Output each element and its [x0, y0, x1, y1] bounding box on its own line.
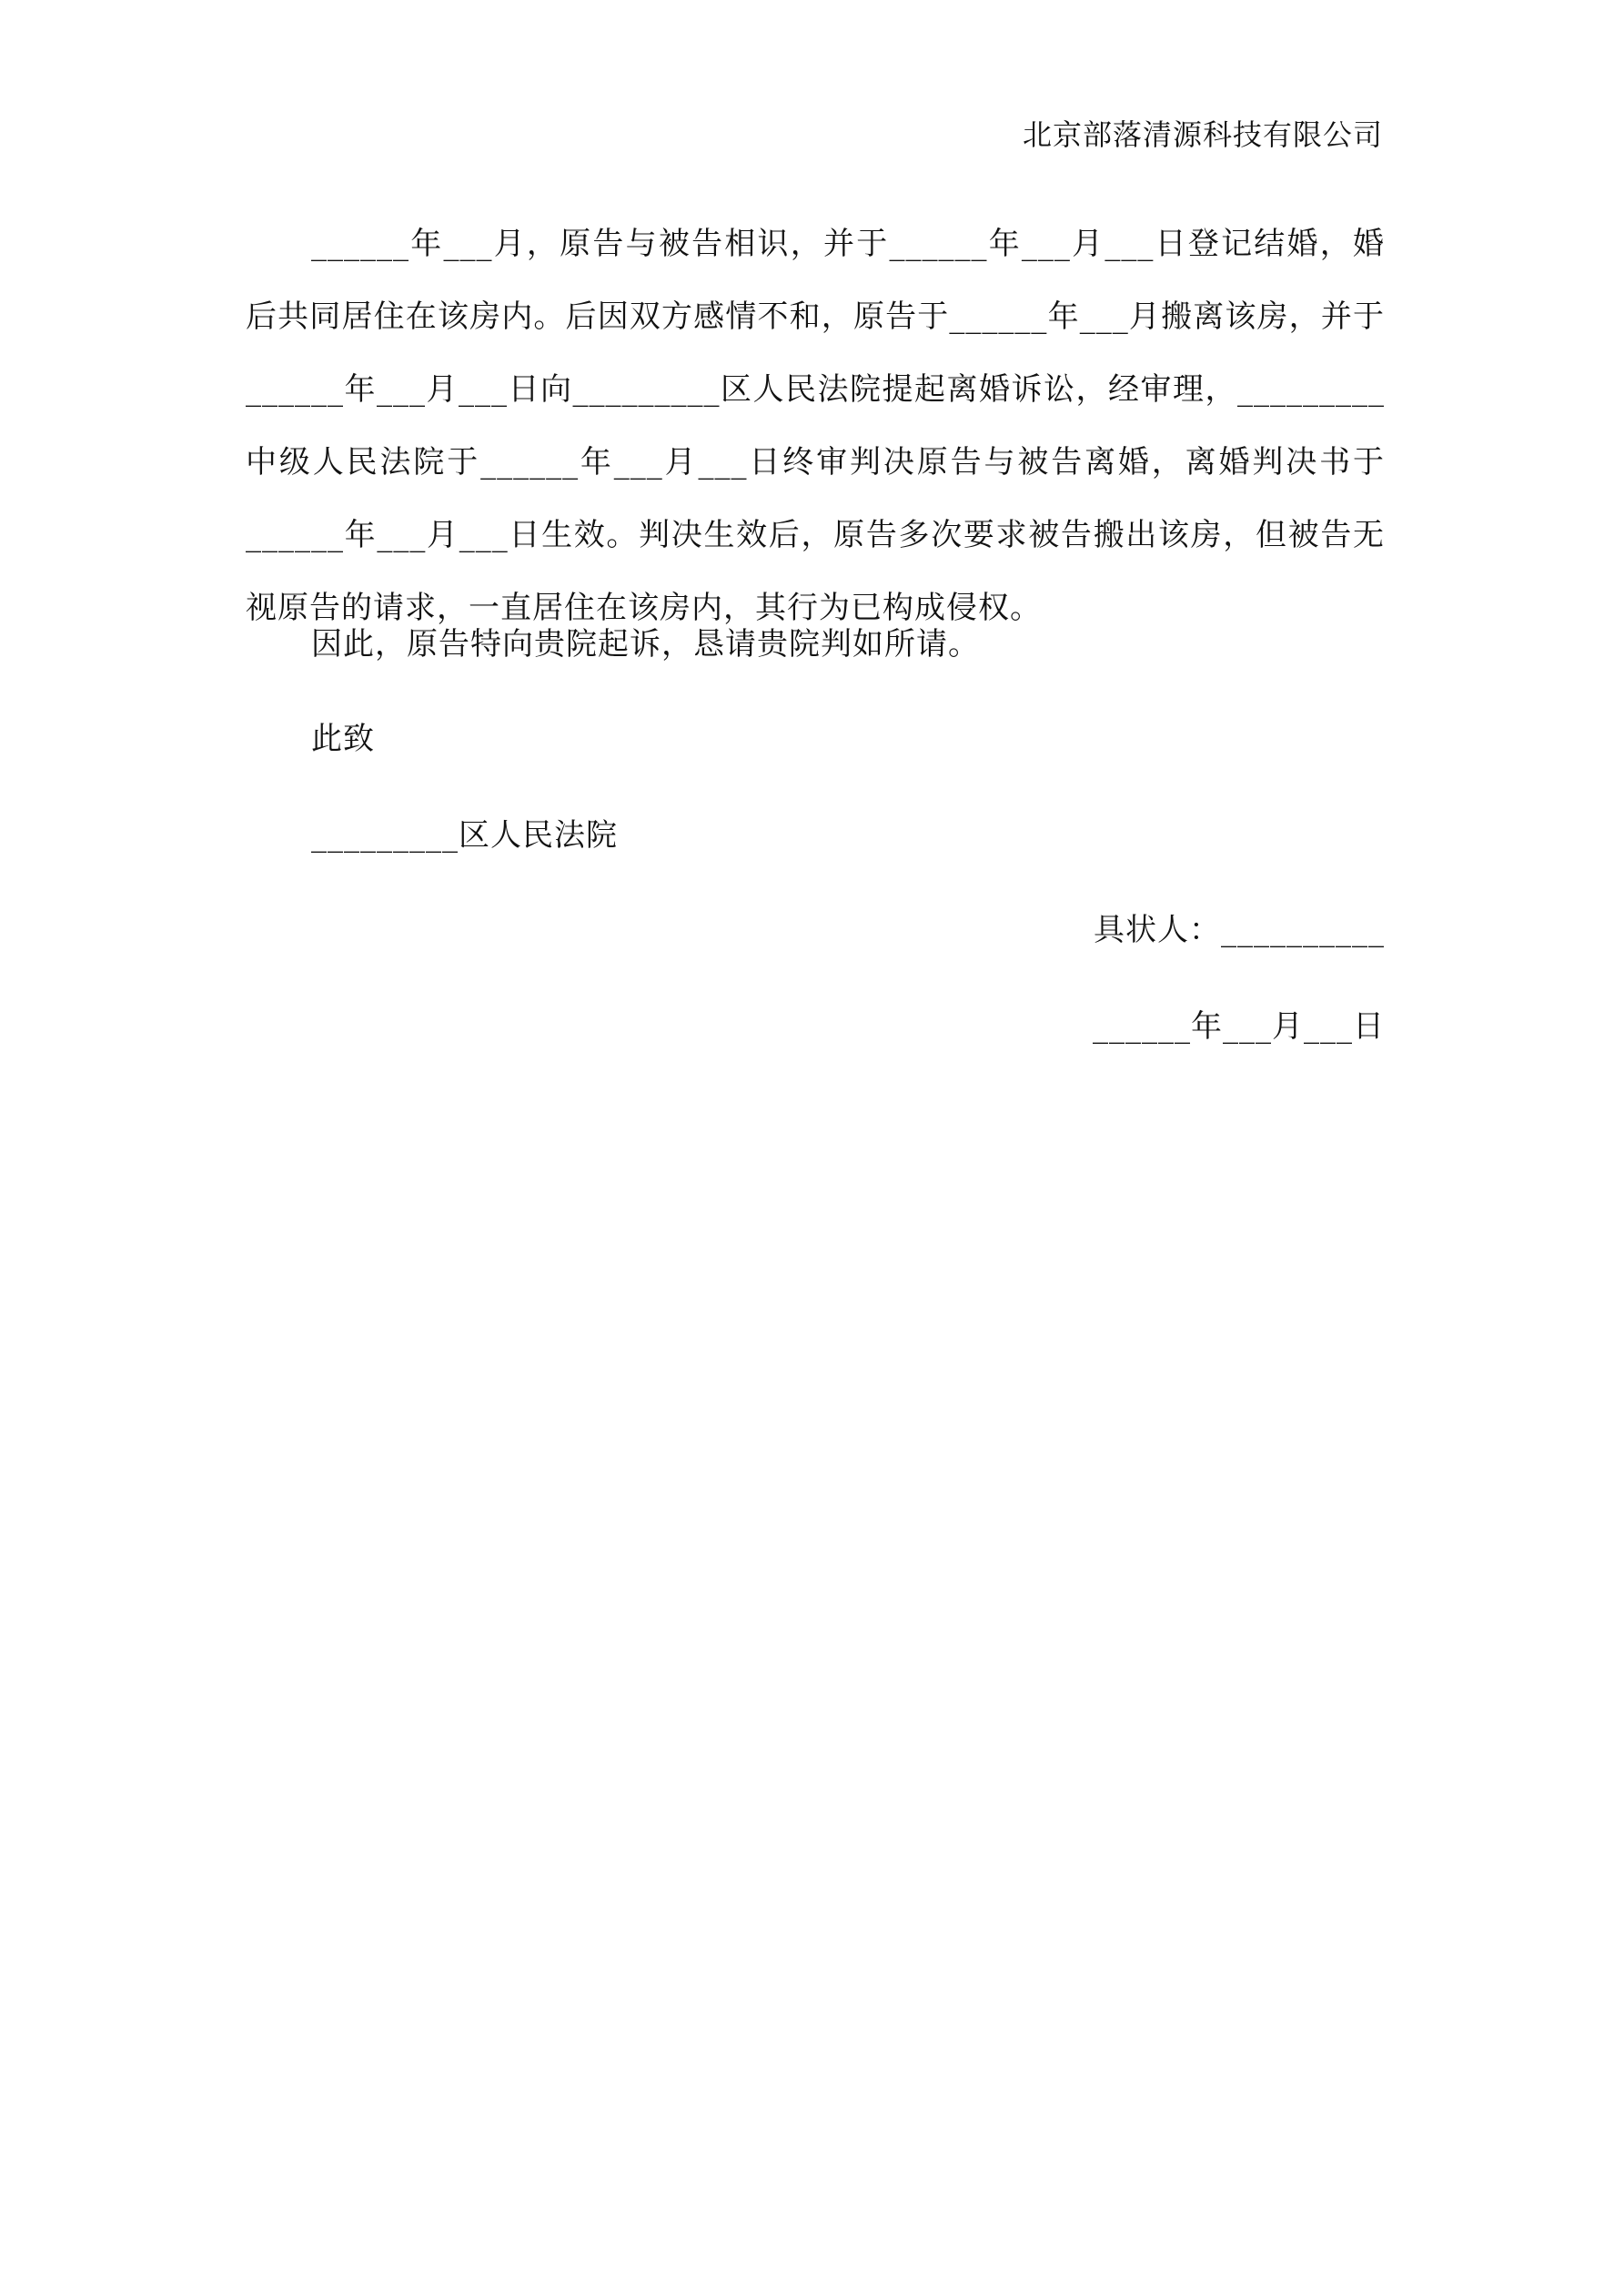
- company-header: 北京部落清源科技有限公司: [1022, 117, 1383, 152]
- date-line: ______年___月___日: [1093, 1008, 1385, 1045]
- signer-line: 具状人：__________: [1094, 912, 1385, 948]
- facts-paragraph: ______年___月，原告与被告相识，并于______年___月___日登记结婚，婚后共同居住在该房内。后因双方感情不和，原告于______年___月搬离该房，并于______年___月___日向_________区人民法院提起离婚诉讼，经审理，_________中级人民法院于______年___月___日终审判决原告与被告离婚，离婚判决书于______年___月___日生效。判决生效后，原告多次要求被告搬出该房，但被告无视原告的请求，一直居住在该房内，其行为已构成侵权。: [246, 226, 1385, 626]
- court-name: _________区人民法院: [311, 817, 618, 854]
- salutation: 此致: [311, 721, 375, 757]
- therefore-paragraph: 因此，原告特向贵院起诉，恳请贵院判如所请。: [311, 626, 980, 663]
